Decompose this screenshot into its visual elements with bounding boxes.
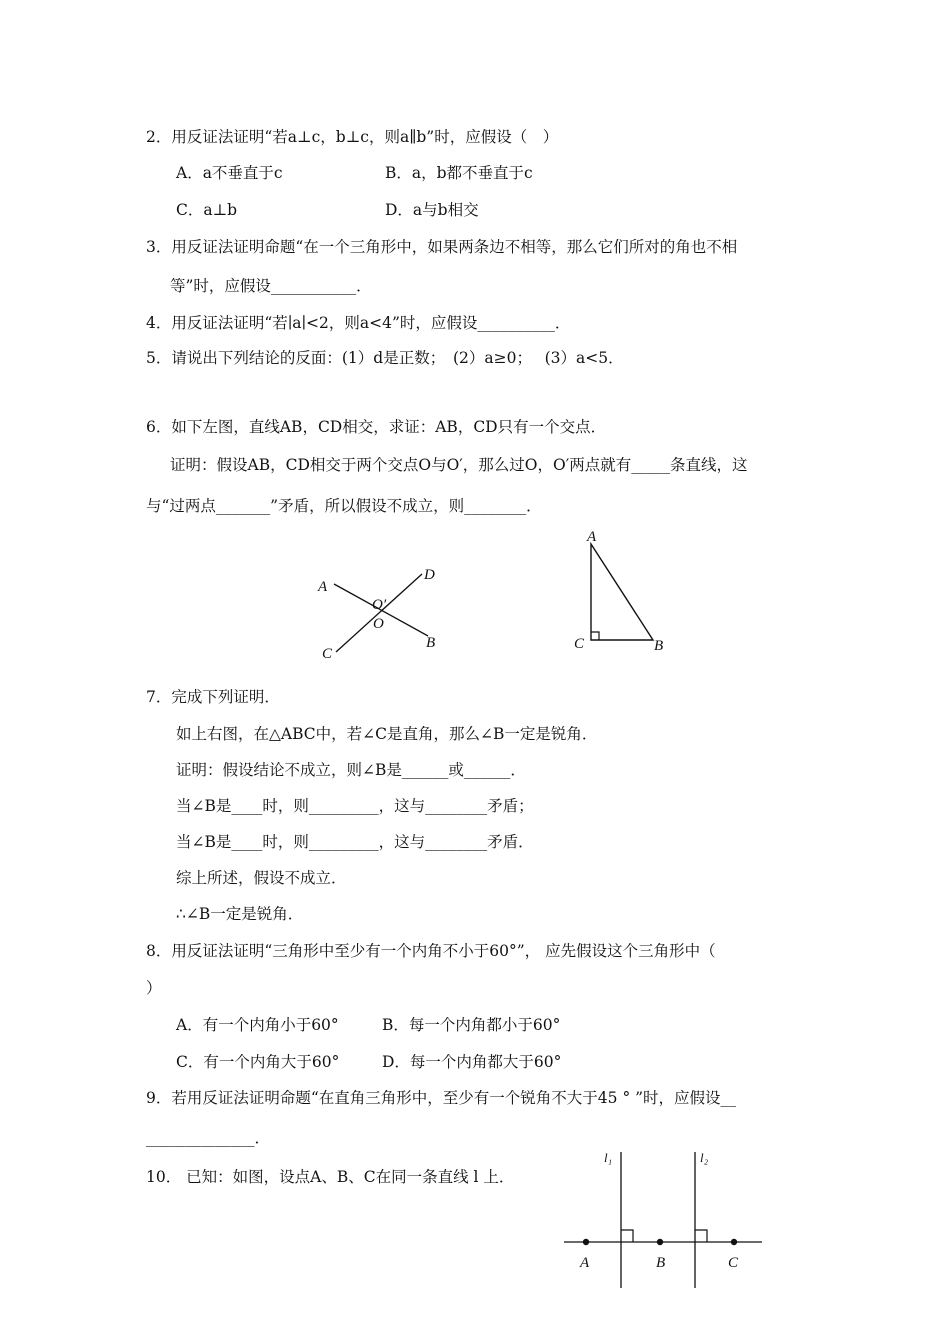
q9-line1: 9．若用反证法证明命题“在直角三角形中，至少有一个锐角不大于45 ° ”时，应假设__ (146, 1089, 737, 1107)
line-cd (336, 574, 422, 652)
q5-text: 5．请说出下列结论的反面：(1）d是正数； (2）a≥0； (3）a<5． (146, 349, 624, 367)
q6-proof-line1: 证明：假设AB，CD相交于两个交点O与O′，那么过O，O′两点就有_____条直线，这 (170, 456, 748, 474)
right-angle-mark (591, 632, 599, 640)
q6-stem: 6．如下左图，直线AB，CD相交，求证：AB，CD只有一个交点． (146, 418, 607, 436)
q2-option-a: A．a不垂直于c (176, 164, 283, 182)
label-l1: l₁ (604, 1150, 613, 1165)
label-b: B (426, 635, 436, 651)
q2-option-d: D．a与b相交 (385, 201, 479, 219)
q8-line1: 8．用反证法证明“三角形中至少有一个内角不小于60°”， 应先假设这个三角形中（ (146, 942, 716, 960)
q7-line3: 当∠B是____时，则_________，这与________矛盾； (176, 797, 534, 815)
q7-stem: 7．完成下列证明． (146, 688, 280, 706)
q2-option-b: B．a，b都不垂直于c (385, 164, 533, 182)
point-b (657, 1239, 663, 1245)
q7-line4: 当∠B是____时，则_________，这与________矛盾． (176, 833, 534, 851)
q10-text: 10． 已知：如图，设点A、B、C在同一条直线 l 上． (146, 1168, 515, 1186)
q7-line2: 证明：假设结论不成立，则∠B是______或______． (176, 761, 526, 779)
label-c: C (574, 636, 585, 652)
q9-line2: ______________． (146, 1129, 271, 1147)
label-a: A (318, 579, 328, 595)
q4-text: 4．用反证法证明“若∣a∣<2，则a<4”时，应假设__________． (146, 314, 571, 332)
q7-line6: ∴∠B一定是锐角． (176, 905, 304, 923)
label-d: D (424, 567, 435, 583)
q8-option-d: D．每一个内角都大于60° (382, 1053, 562, 1071)
right-angle-mark-2 (695, 1230, 707, 1242)
q8-option-b: B．每一个内角都小于60° (382, 1016, 561, 1034)
intersecting-lines-figure (310, 560, 470, 670)
point-a (583, 1239, 589, 1245)
right-triangle-figure (568, 526, 678, 656)
label-b: B (654, 638, 664, 654)
label-o-prime: O′ (372, 597, 387, 613)
q3-line1: 3．用反证法证明命题“在一个三角形中，如果两条边不相等，那么它们所对的角也不相 (146, 238, 738, 256)
q7-line5: 综上所述，假设不成立． (176, 869, 347, 887)
label-a: A (587, 529, 597, 545)
right-angle-mark-1 (621, 1230, 633, 1242)
q8-option-a: A．有一个内角小于60° (176, 1016, 339, 1034)
q8-line2: ） (146, 979, 162, 997)
q8-option-c: C．有一个内角大于60° (176, 1053, 340, 1071)
q3-line2: 等”时，应假设___________． (170, 277, 372, 295)
triangle-abc (591, 544, 653, 640)
label-c: C (728, 1255, 739, 1271)
label-a: A (580, 1255, 590, 1271)
q2-option-c: C．a⊥b (176, 201, 238, 219)
label-o: O (373, 616, 384, 632)
label-c: C (322, 646, 333, 662)
q6-proof-line2: 与“过两点_______”矛盾，所以假设不成立，则________． (146, 497, 542, 515)
point-c (731, 1239, 737, 1245)
label-b: B (656, 1255, 666, 1271)
q7-line1: 如上右图，在△ABC中，若∠C是直角，那么∠B一定是锐角． (176, 725, 598, 743)
q2-stem: 2．用反证法证明“若a⊥c，b⊥c，则a∥b”时，应假设（ ） (146, 128, 559, 146)
label-l2: l₂ (700, 1150, 709, 1165)
perpendicular-lines-figure (558, 1140, 768, 1290)
